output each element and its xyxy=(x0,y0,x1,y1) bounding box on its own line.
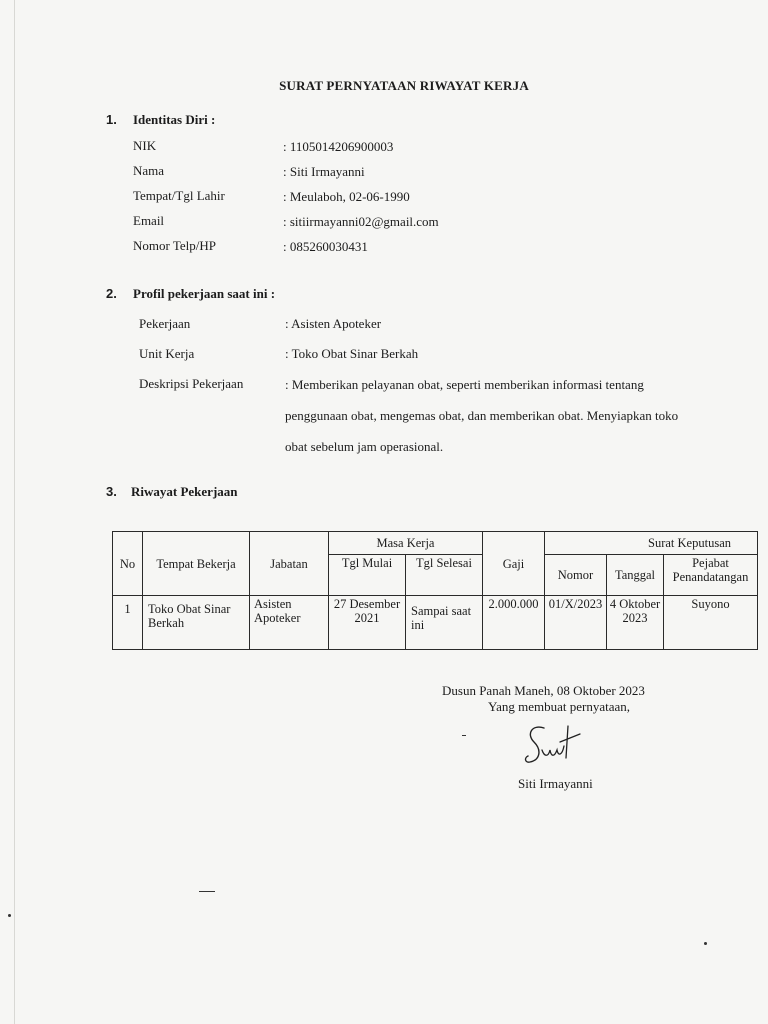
section-3-heading: Riwayat Pekerjaan xyxy=(131,484,238,499)
riwayat-table xyxy=(112,531,758,650)
row-pejabat: Suyono xyxy=(664,596,758,650)
header-tempat-bekerja: Tempat Bekerja xyxy=(143,532,250,596)
nik-value: : 1105014206900003 xyxy=(283,139,394,154)
telp-label: Nomor Telp/HP xyxy=(133,238,216,253)
row-tempat: Toko Obat Sinar Berkah xyxy=(143,596,250,650)
pekerjaan-value: : Asisten Apoteker xyxy=(285,316,382,331)
email-label: Email xyxy=(133,213,165,228)
section-1-heading: Identitas Diri : xyxy=(133,112,216,127)
header-surat-keputusan: Surat Keputusan xyxy=(545,532,758,555)
table-row xyxy=(113,596,758,650)
signer-name: Siti Irmayanni xyxy=(518,776,593,791)
pekerjaan-label: Pekerjaan xyxy=(139,316,191,331)
row-tgl-selesai: Sampai saat ini xyxy=(406,596,483,650)
signature xyxy=(522,722,592,766)
closing-place-date: Dusun Panah Maneh, 08 Oktober 2023 xyxy=(442,683,645,698)
telp-value: : 085260030431 xyxy=(283,239,368,254)
section-2-number: 2. xyxy=(106,286,117,301)
header-tgl-selesai: Tgl Selesai xyxy=(406,555,483,596)
section-3-number: 3. xyxy=(106,484,117,499)
page-edge xyxy=(14,0,15,1024)
tempat-tgl-lahir-label: Tempat/Tgl Lahir xyxy=(133,188,225,203)
row-gaji: 2.000.000 xyxy=(483,596,545,650)
scan-speck xyxy=(8,914,11,917)
scan-speck xyxy=(199,891,215,892)
header-nomor: Nomor xyxy=(545,555,607,596)
email-value: : sitiirmayanni02@gmail.com xyxy=(283,214,439,229)
row-jabatan: Asisten Apoteker xyxy=(250,596,329,650)
header-masa-kerja: Masa Kerja xyxy=(329,532,483,555)
nama-value: : Siti Irmayanni xyxy=(283,164,365,179)
deskripsi-line-3: obat sebelum jam operasional. xyxy=(285,439,444,454)
unit-kerja-value: : Toko Obat Sinar Berkah xyxy=(285,346,419,361)
scan-speck xyxy=(462,735,466,736)
row-no: 1 xyxy=(113,596,143,650)
row-nomor: 01/X/2023 xyxy=(545,596,607,650)
row-tanggal: 4 Oktober 2023 xyxy=(607,596,664,650)
header-pejabat: Pejabat Penandatangan xyxy=(664,555,758,596)
section-2-heading: Profil pekerjaan saat ini : xyxy=(133,286,276,301)
header-tgl-mulai: Tgl Mulai xyxy=(329,555,406,596)
section-1-number: 1. xyxy=(106,112,117,127)
unit-kerja-label: Unit Kerja xyxy=(139,346,195,361)
nama-label: Nama xyxy=(133,163,165,178)
closing-statement: Yang membuat pernyataan, xyxy=(488,699,631,714)
deskripsi-value: : Memberikan pelayanan obat, seperti memberikan informasi tentang xyxy=(285,377,644,392)
deskripsi-label: Deskripsi Pekerjaan xyxy=(139,376,244,391)
header-gaji: Gaji xyxy=(483,532,545,596)
deskripsi-line-2: penggunaan obat, mengemas obat, dan memberikan obat. Menyiapkan toko xyxy=(285,408,679,423)
header-no: No xyxy=(113,532,143,596)
header-jabatan: Jabatan xyxy=(250,532,329,596)
scan-speck xyxy=(704,942,707,945)
row-tgl-mulai: 27 Desember 2021 xyxy=(329,596,406,650)
nik-label: NIK xyxy=(133,138,157,153)
tempat-tgl-lahir-value: : Meulaboh, 02-06-1990 xyxy=(283,189,410,204)
document-title: SURAT PERNYATAAN RIWAYAT KERJA xyxy=(279,78,529,93)
header-tanggal: Tanggal xyxy=(607,555,664,596)
